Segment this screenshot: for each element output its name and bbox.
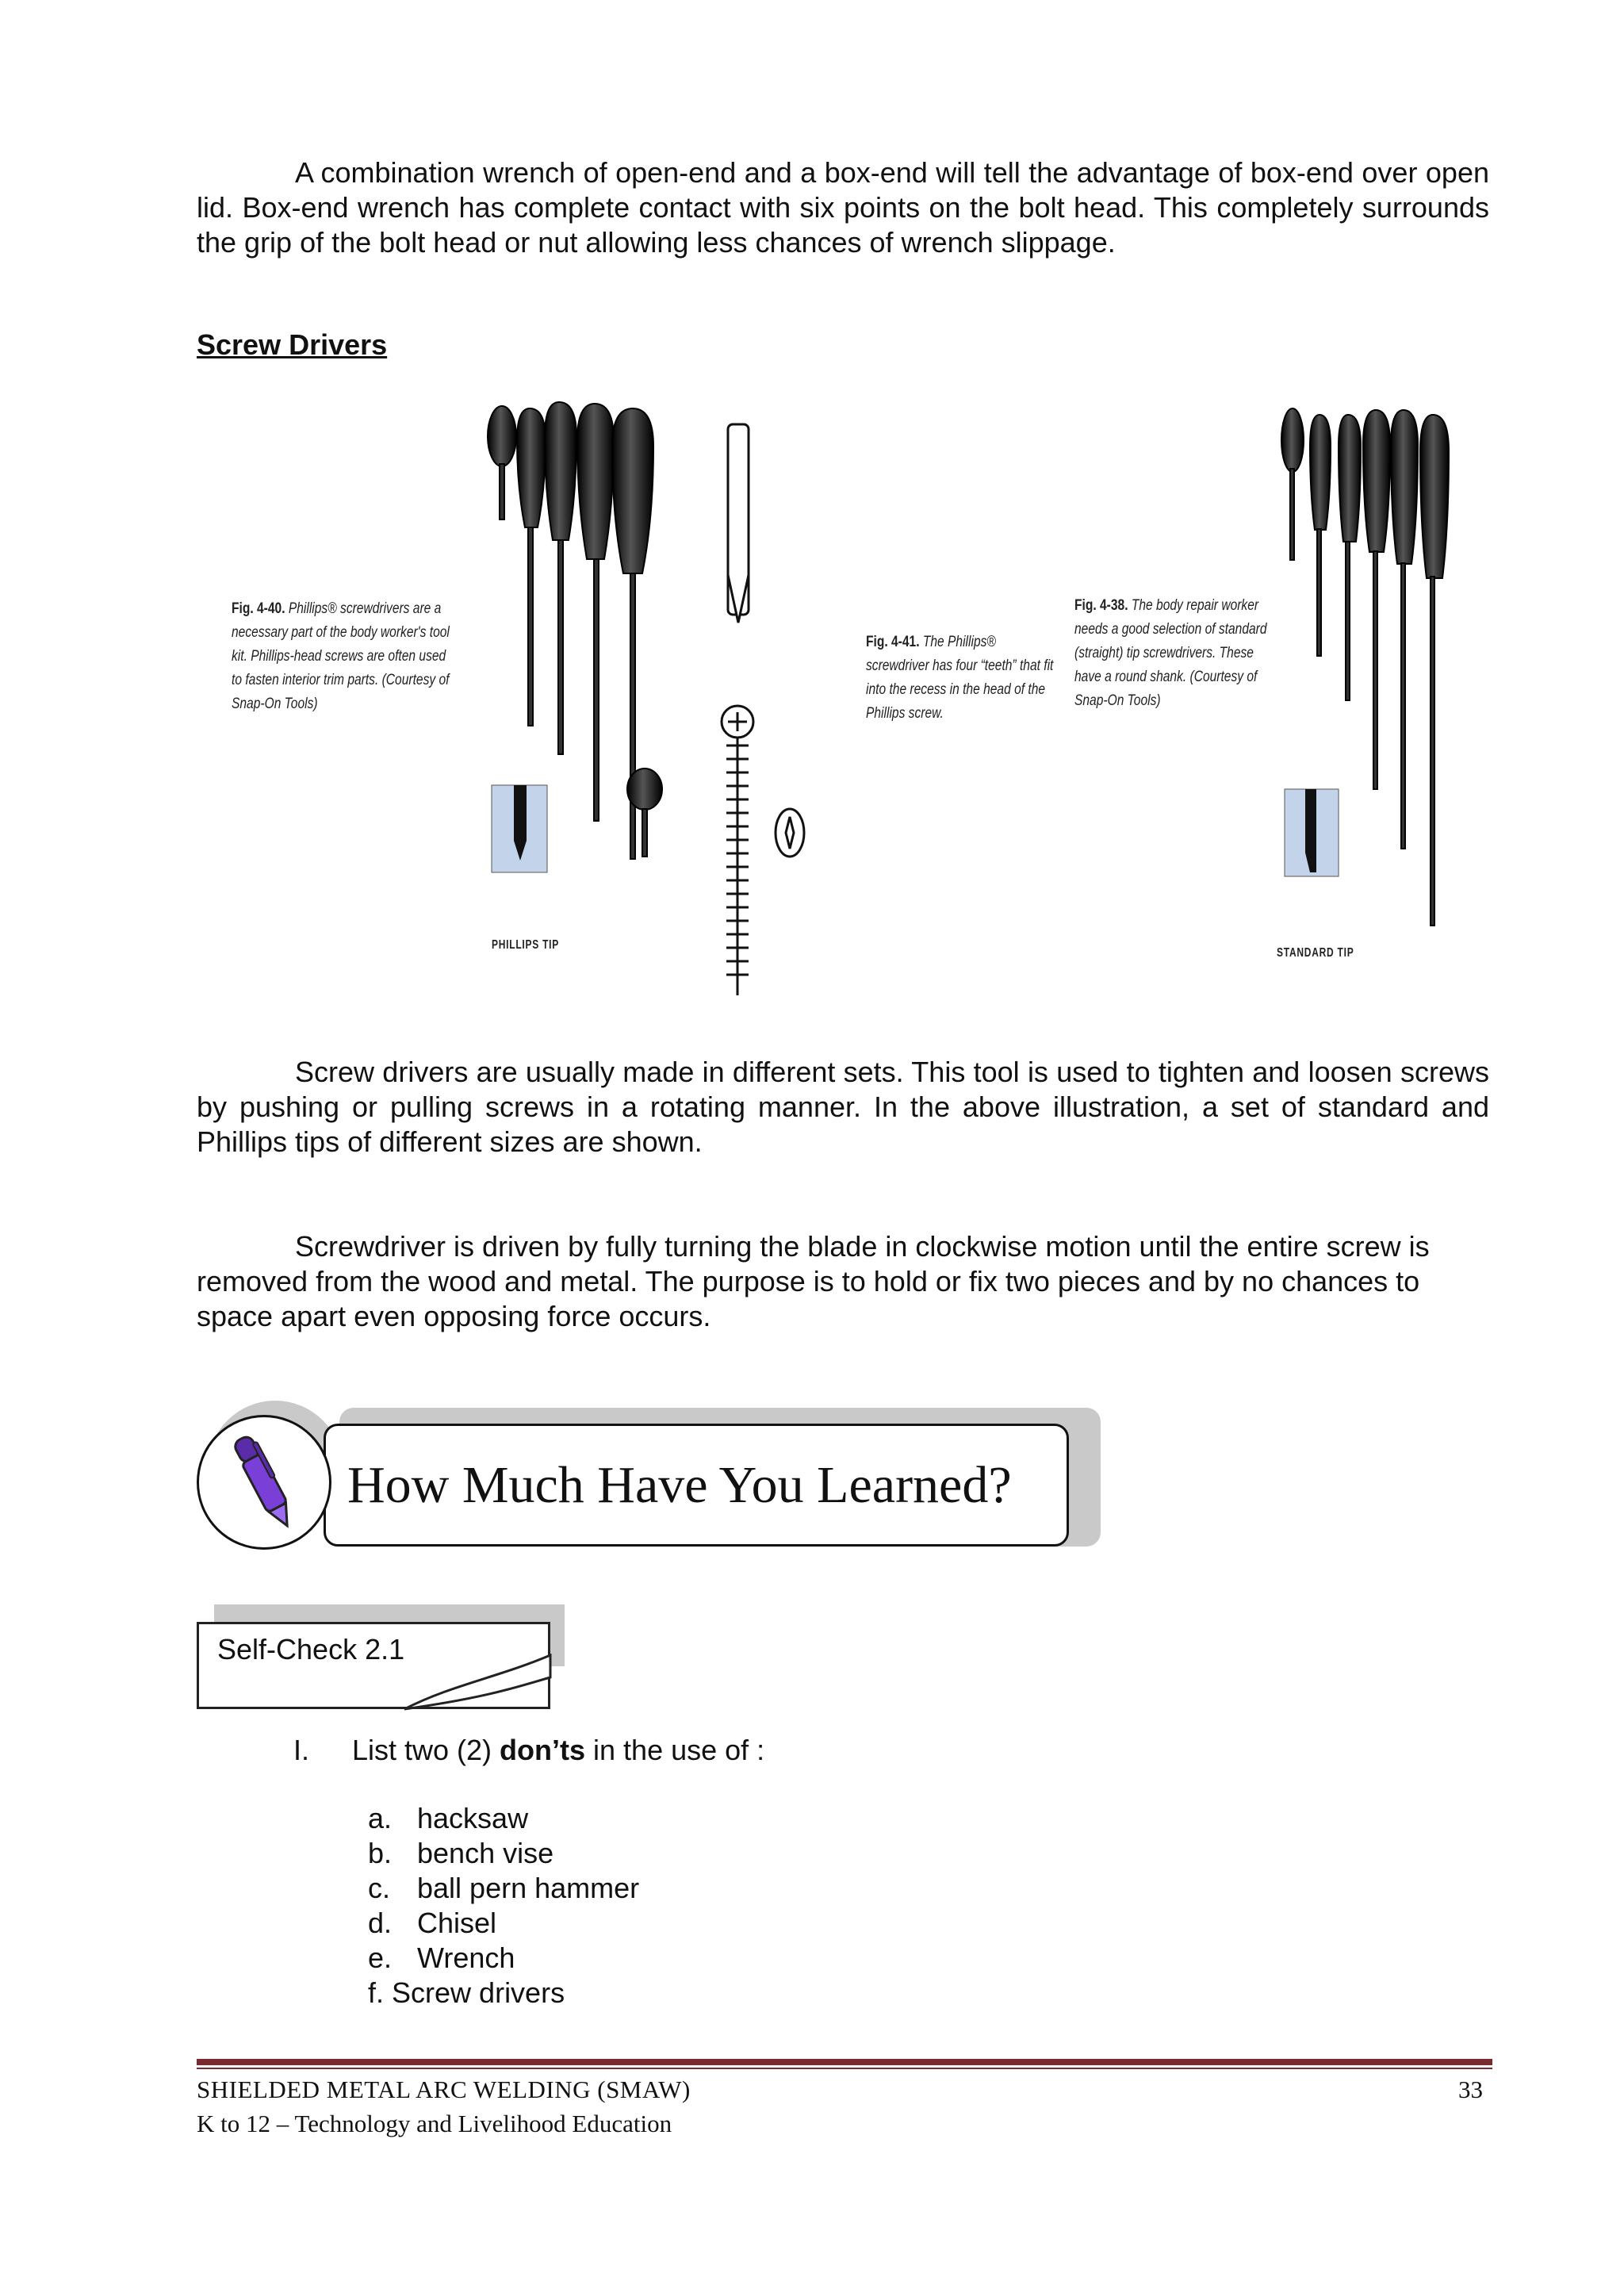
item-text: ball pern hammer — [417, 1872, 640, 1904]
fig-4-41-number: Fig. 4-41. — [866, 634, 920, 650]
item-letter: a. — [368, 1802, 393, 1834]
question-suffix: in the use of : — [585, 1734, 765, 1766]
self-check-label: Self-Check 2.1 — [217, 1633, 405, 1665]
fig-4-41-caption — [866, 631, 1061, 726]
question-text — [352, 1734, 764, 1767]
question-items-list — [368, 1801, 639, 2010]
section-heading: Screw Drivers — [197, 328, 388, 361]
fig-4-41-text: The Phillips® screwdriver has four “teeth” that fit into the recess in the head of the Phillips screw. — [866, 634, 1054, 722]
item-letter: f. — [368, 1976, 385, 2009]
footer-rule-thin — [197, 2068, 1492, 2069]
item-text: hacksaw — [417, 1802, 529, 1834]
footer-program: K to 12 – Technology and Livelihood Education — [197, 2110, 672, 2137]
page-curl-icon — [403, 1654, 561, 1711]
list-item — [368, 1801, 639, 1836]
intro-paragraph: A combination wrench of open-end and a box-end will tell the advantage of box-end over open lid. Box-end wrench has complete contact with six points on the bolt head. This completely surrounds the grip of the bolt head or nut allowing less chances of wrench slippage. — [197, 156, 1489, 259]
item-letter: b. — [368, 1837, 393, 1869]
item-text: Screw drivers — [392, 1976, 565, 2009]
page-number: 33 — [1458, 2076, 1483, 2103]
fig-4-38-text: The body repair worker needs a good selection of standard (straight) tip screwdrivers. These have a round shank. (Courtesy of Snap-On Tools) — [1074, 597, 1267, 709]
self-check-tab — [197, 1598, 569, 1701]
footer-rule-thick — [197, 2059, 1492, 2065]
phillips-bit-and-screw — [722, 424, 804, 995]
list-item — [368, 1836, 639, 1871]
list-item — [368, 1871, 639, 1906]
screwdriver-driving-paragraph: Screwdriver is driven by fully turning the blade in clockwise motion until the entire screw is removed from the wood and metal. The purpose is to hold or fix two pieces and by no chances to space apart even opposing force occurs. — [197, 1230, 1430, 1332]
standard-tip-label: STANDARD TIP — [1277, 946, 1354, 960]
footer-course-title: SHIELDED METAL ARC WELDING (SMAW) — [197, 2076, 691, 2103]
item-letter: e. — [368, 1941, 393, 1974]
item-letter: c. — [368, 1872, 391, 1904]
question-bold-word: don’ts — [500, 1734, 586, 1766]
phillips-tip-label: PHILLIPS TIP — [492, 938, 560, 952]
item-text: Wrench — [417, 1941, 515, 1974]
item-text: bench vise — [417, 1837, 554, 1869]
fig-4-40-number: Fig. 4-40. — [232, 600, 285, 617]
fig-4-38-caption — [1074, 594, 1270, 713]
fig-4-40-text: Phillips® screwdrivers are a necessary part of the body worker's tool kit. Phillips-head screws are often used to fasten interior trim parts. (Courtesy of Snap-On Tools) — [232, 600, 450, 712]
list-item — [368, 1906, 639, 1941]
item-letter: d. — [368, 1907, 393, 1939]
question-prefix: List two (2) — [352, 1734, 500, 1766]
screwdriver-sets-paragraph: Screw drivers are usually made in different sets. This tool is used to tighten and loosen screws by pushing or pulling screws in a rotating manner. In the above illustration, a set of standard and Phillips tips of different sizes are shown. — [197, 1056, 1489, 1158]
fig-4-40-caption — [232, 597, 456, 716]
pen-icon — [199, 1417, 329, 1547]
list-item — [368, 1976, 639, 2010]
list-item — [368, 1941, 639, 1976]
question-number: I. — [293, 1734, 310, 1766]
banner-title: How Much Have You Learned? — [347, 1456, 1012, 1514]
how-much-learned-banner — [197, 1404, 1101, 1586]
item-text: Chisel — [417, 1907, 497, 1939]
pen-circle — [197, 1415, 331, 1550]
fig-4-38-number: Fig. 4-38. — [1074, 597, 1128, 614]
screwdriver-figure — [222, 393, 1491, 1019]
